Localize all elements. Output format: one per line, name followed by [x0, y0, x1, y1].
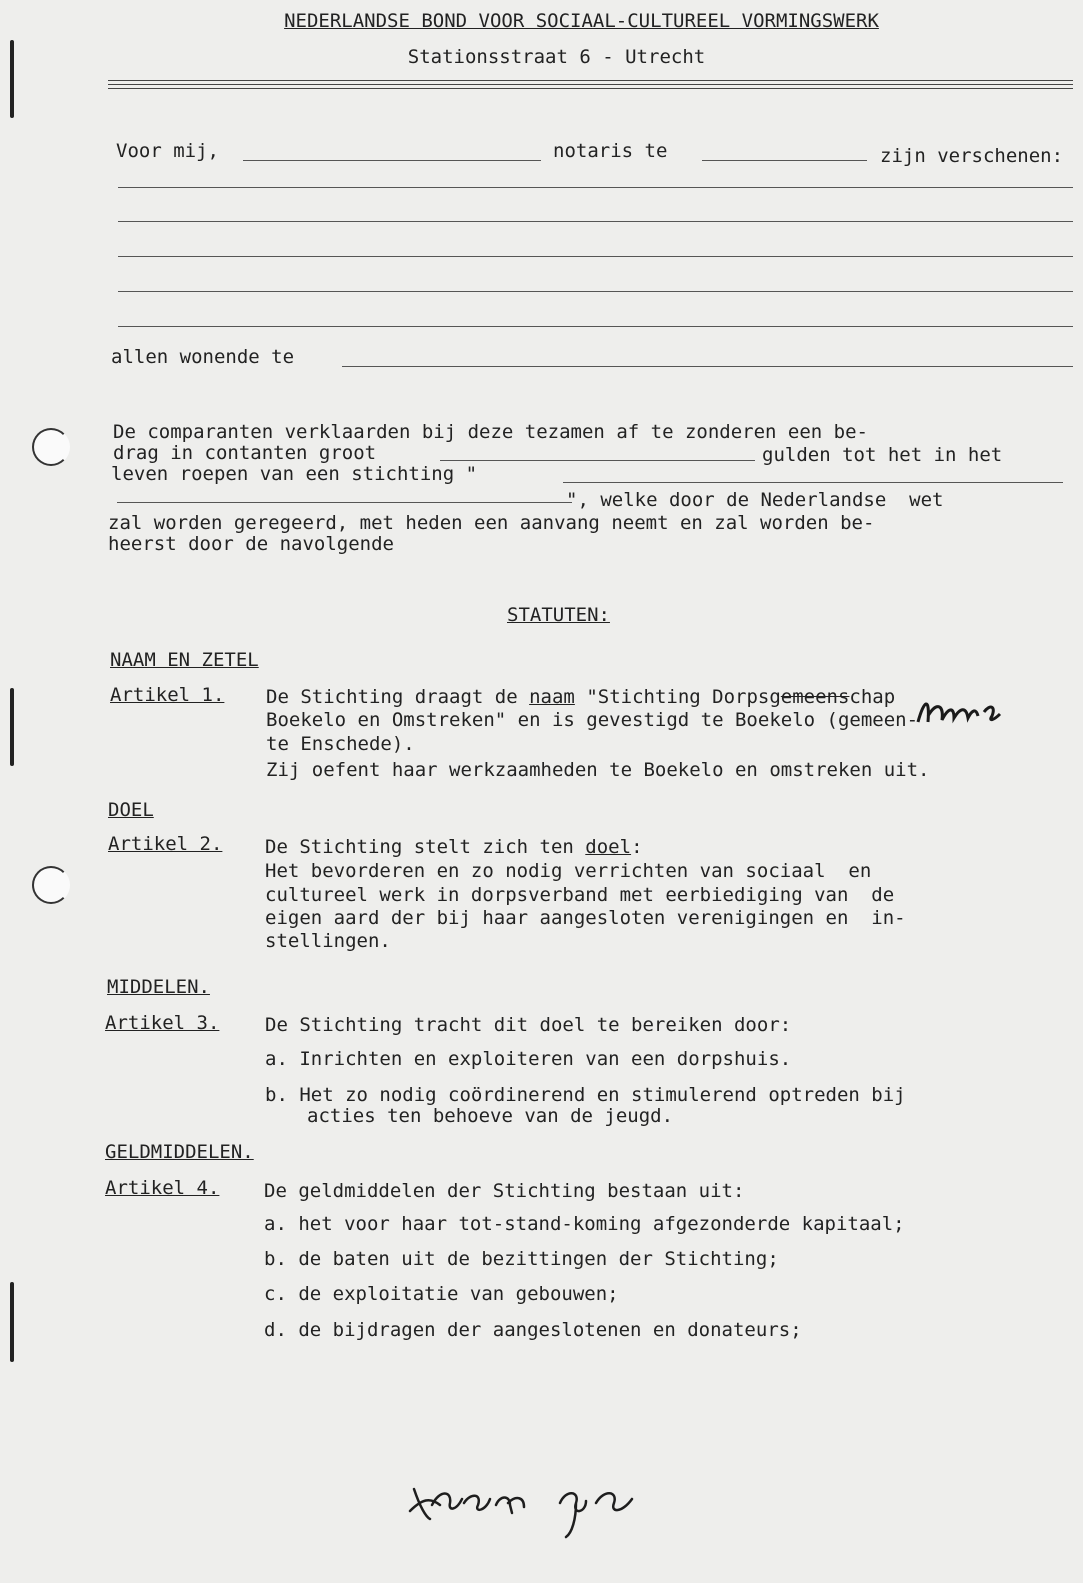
amount-blank [440, 460, 755, 461]
appearer-line [118, 326, 1073, 327]
header-rule [108, 80, 1073, 81]
intro-residing: allen wonende te [111, 346, 295, 368]
article-text: Zij oefent haar werkzaamheden te Boekelo en omstreken uit. [266, 759, 930, 781]
organization-address: Stationsstraat 6 - Utrecht [407, 46, 706, 68]
article-item: c. de exploitatie van gebouwen; [264, 1283, 619, 1305]
article-text: cultureel werk in dorpsverband met eerbiediging van de [265, 884, 895, 906]
notary-name-blank [243, 160, 541, 161]
notary-place-blank [702, 160, 867, 161]
article-text: Boekelo en Omstreken" en is gevestigd te Boekelo (gemeen- [266, 709, 919, 731]
margin-mark [10, 688, 14, 766]
article-text: Het bevorderen en zo nodig verrichten van sociaal en [265, 860, 872, 882]
article-label: Artikel 3. [105, 1012, 220, 1034]
declaration-line: heerst door de navolgende [108, 533, 394, 555]
declaration-line: De comparanten verklaarden bij deze tezamen af te zonderen een be- [113, 421, 868, 443]
article-item: a. Inrichten en exploiteren van een dorpshuis. [265, 1048, 792, 1070]
handwritten-correction [914, 646, 1004, 774]
article-text: De Stichting stelt zich ten doel: [265, 836, 643, 858]
article-label: Artikel 2. [108, 833, 223, 855]
intro-notary: notaris te [553, 140, 668, 162]
article-label: Artikel 1. [110, 684, 225, 706]
article-text: te Enschede). [266, 733, 415, 755]
section-heading: DOEL [108, 799, 154, 821]
article-item: acties ten behoeve van de jeugd. [307, 1105, 674, 1127]
appearer-line [118, 256, 1073, 257]
article-text: De Stichting tracht dit doel te bereiken door: [265, 1014, 792, 1036]
declaration-line: ", welke door de Nederlandse wet [566, 489, 944, 511]
article-text: stellingen. [265, 930, 391, 952]
section-heading: GELDMIDDELEN. [105, 1141, 254, 1163]
article-text: De geldmiddelen der Stichting bestaan uit: [264, 1180, 745, 1202]
article-item: a. het voor haar tot-stand-koming afgezonderde kapitaal; [264, 1213, 905, 1235]
punch-hole [32, 428, 70, 466]
declaration-line: drag in contanten groot [113, 442, 377, 464]
header-rule [108, 84, 1073, 85]
declaration-line: leven roepen van een stichting " [111, 463, 478, 485]
declaration-line: gulden tot het in het [762, 444, 1003, 466]
foundation-name-blank [117, 502, 572, 503]
organization-header: NEDERLANDSE BOND VOOR SOCIAAL-CULTUREEL VORMINGSWERK [284, 10, 879, 32]
margin-mark [10, 1282, 14, 1362]
foundation-name-blank [563, 482, 1063, 483]
intro-appeared: zijn verschenen: [880, 145, 1064, 167]
header-rule [108, 88, 1073, 89]
appearer-line [118, 187, 1073, 188]
article-item: d. de bijdragen der aangeslotenen en donateurs; [264, 1319, 802, 1341]
article-item: b. Het zo nodig coördinerend en stimulerend optreden bij [265, 1084, 906, 1106]
statutes-title: STATUTEN: [507, 604, 610, 626]
appearer-line [118, 291, 1073, 292]
article-label: Artikel 4. [105, 1177, 220, 1199]
section-heading: MIDDELEN. [107, 976, 210, 998]
article-text: eigen aard der bij haar aangesloten verenigingen en in- [265, 907, 906, 929]
section-heading: NAAM EN ZETEL [110, 649, 259, 671]
appearer-line [118, 221, 1073, 222]
handwritten-signature [400, 1415, 670, 1583]
declaration-line: zal worden geregeerd, met heden een aanvang neemt en zal worden be- [108, 512, 875, 534]
article-text: De Stichting draagt de naam "Stichting Dorpsgemeenschap [266, 686, 896, 708]
article-item: b. de baten uit de bezittingen der Stichting; [264, 1248, 779, 1270]
intro-before-notary: Voor mij, [116, 140, 219, 162]
punch-hole [32, 866, 70, 904]
residence-blank [342, 366, 1073, 367]
